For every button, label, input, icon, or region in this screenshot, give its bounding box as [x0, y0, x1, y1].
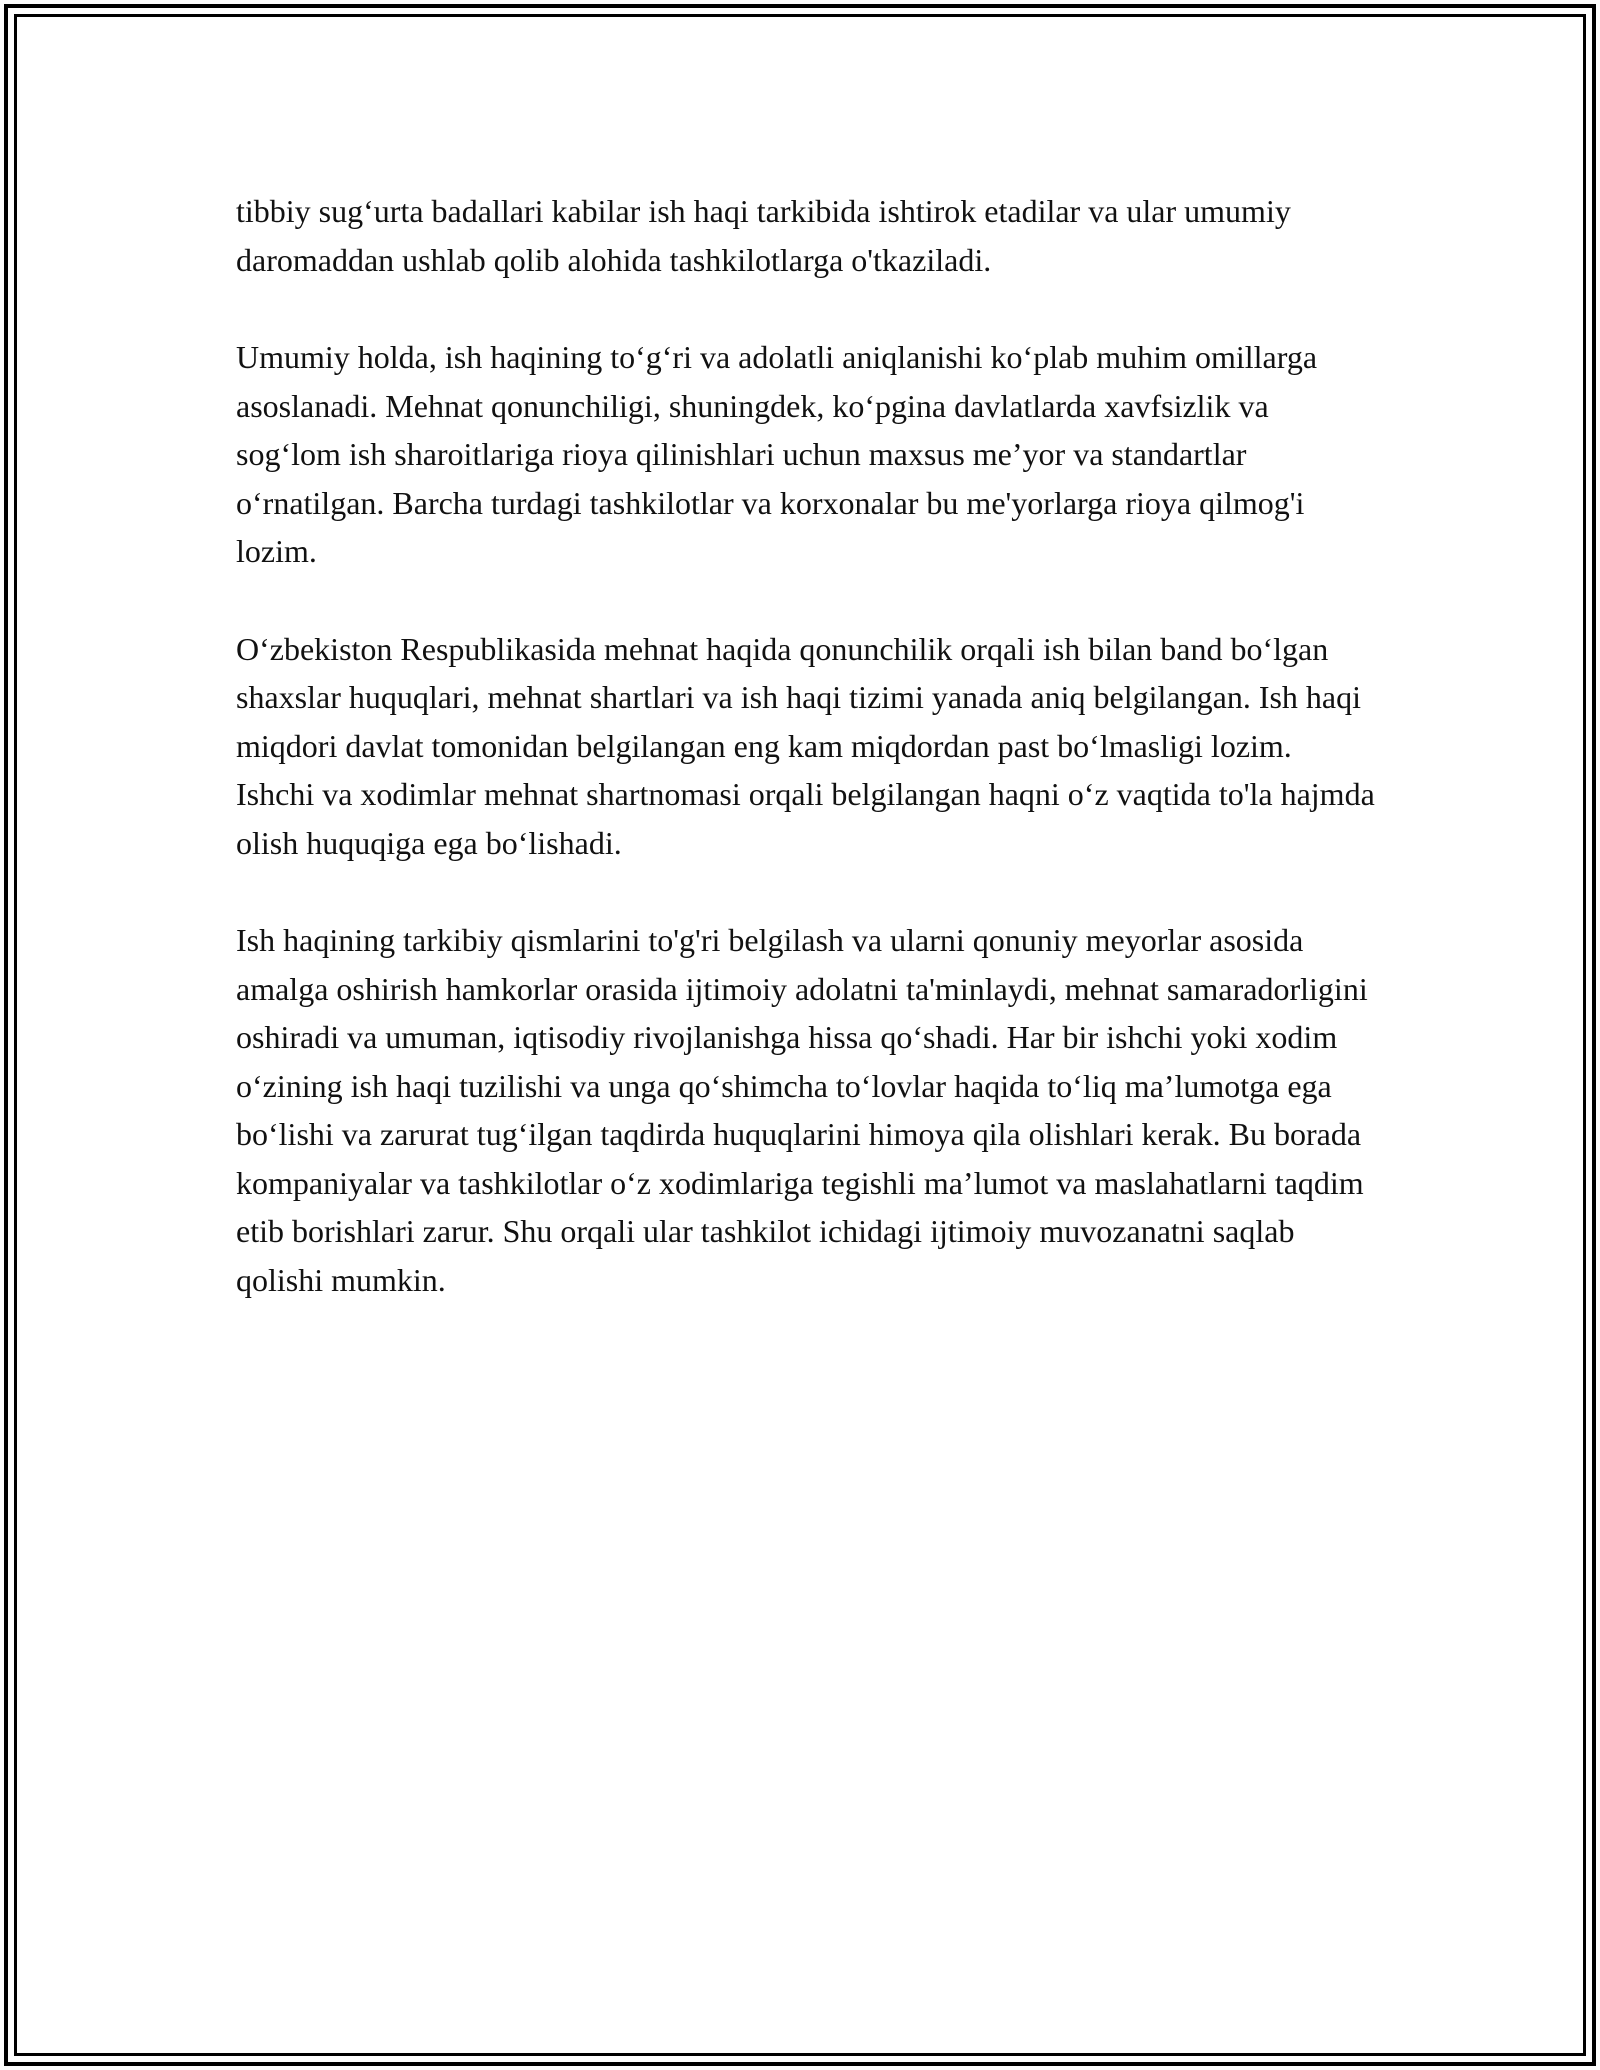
paragraph-1: tibbiy sug‘urta badallari kabilar ish haqi tarkibida ishtirok etadilar va ular umumiy daromaddan ushlab qolib alohida tashkilotlarga o'tkaziladi.: [236, 193, 1291, 278]
paragraph-4: Ish haqining tarkibiy qismlarini to'g'ri belgilash va ularni qonuniy meyorlar asosida amalga oshirish hamkorlar orasida ijtimoiy adolatni ta'minlaydi, mehnat samaradorligini oshiradi va umuman, iqtisodiy rivojlanishga hissa qo‘shadi. Har bir ishchi yoki xodim o‘zining ish haqi tuzilishi va unga qo‘shimcha to‘lovlar haqida to‘liq ma’lumotga ega bo‘lishi va zarurat tug‘ilgan taqdirda huquqlarini himoya qila olishlari kerak. Bu borada kompaniyalar va tashkilotlar o‘z xodimlariga tegishli ma’lumot va maslahatlarni taqdim etib borishlari zarur. Shu orqali ular tashkilot ichidagi ijtimoiy muvozanatni saqlab qolishi mumkin.: [236, 922, 1368, 1298]
paragraph-2: Umumiy holda, ish haqining to‘g‘ri va adolatli aniqlanishi ko‘plab muhim omillarga asoslanadi. Mehnat qonunchiligi, shuningdek, ko‘pgina davlatlarda xavfsizlik va sog‘lom ish sharoitlariga rioya qilinishlari uchun maxsus me’yor va standartlar o‘rnatilgan. Barcha turdagi tashkilotlar va korxonalar bu me'yorlarga rioya qilmog'i lozim.: [236, 339, 1318, 569]
paragraph-3: O‘zbekiston Respublikasida mehnat haqida qonunchilik orqali ish bilan band bo‘lgan shaxslar huquqlari, mehnat shartlari va ish haqi tizimi yanada aniq belgilangan. Ish haqi miqdori davlat tomonidan belgilangan eng kam miqdordan past bo‘lmasligi lozim. Ishchi va xodimlar mehnat shartnomasi orqali belgilangan haqni o‘z vaqtida to'la hajmda olish huquqiga ega bo‘lishadi.: [236, 630, 1375, 861]
document-body: [236, 187, 1376, 1353]
